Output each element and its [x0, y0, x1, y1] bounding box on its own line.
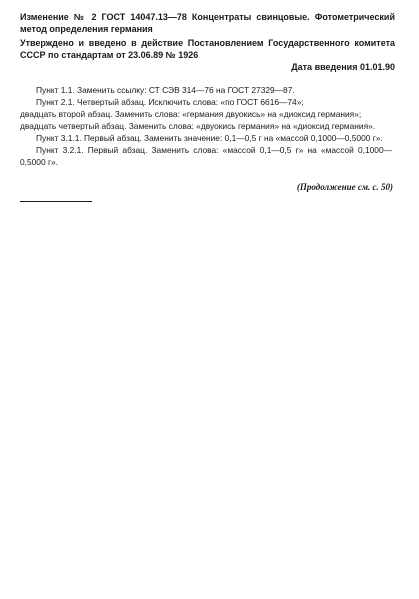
document-body [20, 84, 392, 168]
paragraph-item-1-1: Пункт 1.1. Заменить ссылку: СТ СЭВ 314—76 на ГОСТ 27329—87. [36, 85, 295, 95]
separator-rule [20, 201, 92, 202]
approval-statement: Утверждено и введено в действие Постановлением Государственного комитета СССР по стандартам от 23.06.89 № 1926 [20, 38, 395, 60]
paragraph-item-2-1-abzac-22: двадцать второй абзац. Заменить слова: «германия двуокись» на «диоксид германия»; [20, 109, 362, 119]
paragraph-item-3-1-1: Пункт 3.1.1. Первый абзац. Заменить значение: 0,1—0,5 г на «массой 0,1000—0,5000 г». [36, 133, 383, 143]
paragraph-item-2-1: Пункт 2.1. Четвертый абзац. Исключить слова: «по ГОСТ 6616—74»; [36, 97, 304, 107]
document-title: Изменение № 2 ГОСТ 14047.13—78 Концентраты свинцовые. Фотометрический метод определения германия [20, 12, 395, 34]
paragraph-item-3-2-1: Пункт 3.2.1. Первый абзац. Заменить слова: «массой 0,1—0,5 г» на «массой 0,1000—0,5000 г». [20, 145, 392, 167]
effective-date: Дата введения 01.01.90 [291, 62, 395, 72]
paragraph-item-2-1-abzac-24: двадцать четвертый абзац. Заменить слова: «двуокись германия» на «диоксид германия». [20, 121, 376, 131]
continuation-note: (Продолжение см. с. 50) [296, 182, 393, 192]
